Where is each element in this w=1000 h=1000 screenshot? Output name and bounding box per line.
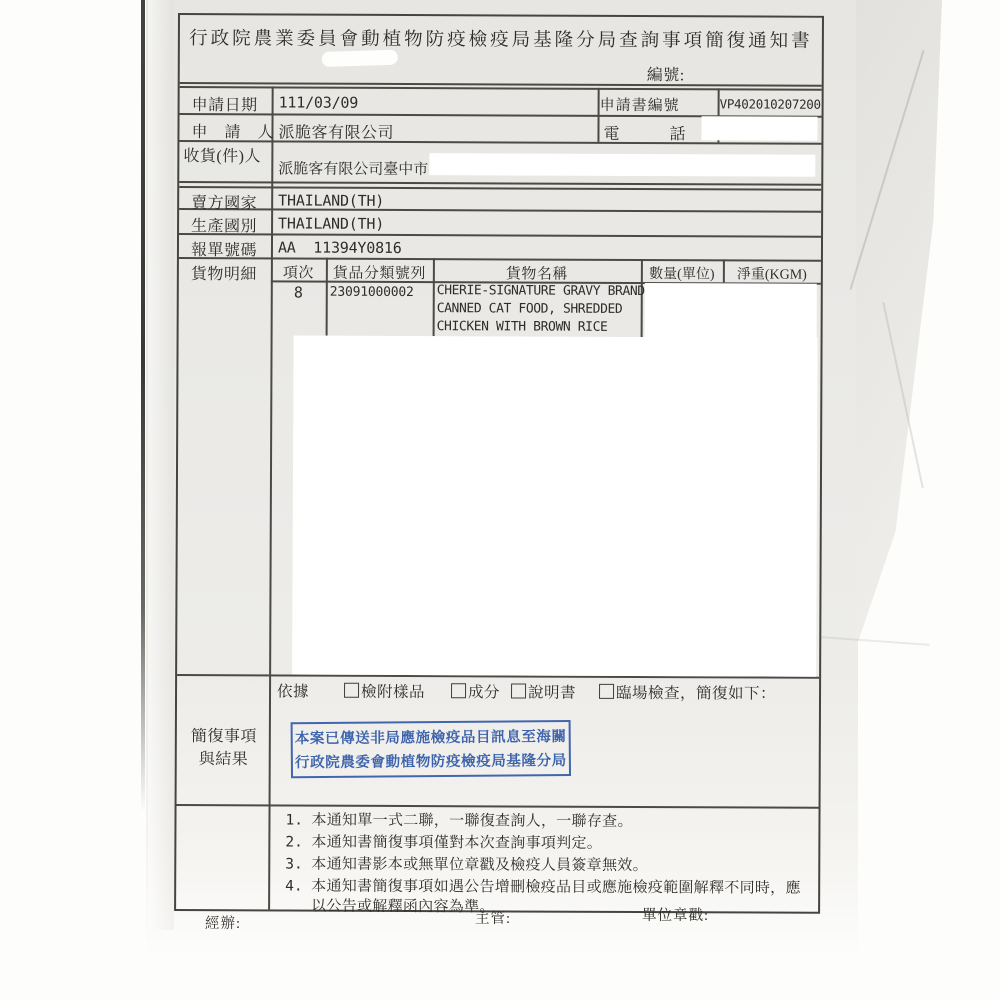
- basis-item-sample: 檢附樣品: [361, 683, 426, 702]
- goods-row-item-no: 8: [293, 283, 303, 302]
- stamp-text-line2: 行政院農委會動植物防疫檢疫局基隆分局: [294, 753, 567, 772]
- note-4-text: 本通知書簡復事項如遇公告增刪檢疫品目或應施檢疫範圍解釋不同時，應: [311, 878, 801, 897]
- unit-seal-label: 單位章戳:: [642, 908, 710, 924]
- production-country-value: THAILAND(TH): [278, 214, 385, 233]
- form-title: 行政院農業委員會動植物防疫檢疫局基隆分局查詢事項簡復通知書: [189, 29, 813, 52]
- office-stamp: [291, 720, 571, 778]
- basis-item-ingredient: 成分: [467, 684, 501, 702]
- reply-label-line1: 簡復事項: [190, 728, 257, 746]
- paper-left-shading: [148, 0, 174, 930]
- scan-edge-shadow: [141, 0, 145, 812]
- redaction-address: [429, 153, 815, 177]
- rule: [179, 140, 821, 144]
- col-header-code: 貨品分類號列: [332, 265, 426, 283]
- seller-country-value: THAILAND(TH): [278, 191, 385, 210]
- form-table: [174, 13, 824, 914]
- goods-detail-label: 貨物明細: [190, 266, 257, 284]
- note-4-continued: [311, 895, 495, 917]
- col-header-weight: 淨重(KGM): [736, 267, 807, 283]
- whiteout-smudge: [322, 50, 398, 67]
- declaration-no-label: 報單號碼: [190, 242, 258, 260]
- serial-label: 編號:: [646, 67, 685, 85]
- rule: [179, 208, 821, 212]
- app-no-value: VP402010207200: [719, 96, 821, 112]
- declaration-no-value: AA 11394Y0816: [277, 238, 402, 257]
- note-1-number: 1.: [285, 812, 303, 829]
- note-3-number: 3.: [285, 856, 303, 873]
- production-country-label: 生產國別: [191, 218, 258, 236]
- checkbox-icon-sample: [344, 683, 359, 698]
- goods-row-name-line1: CHERIE-SIGNATURE GRAVY BRAND: [436, 283, 645, 300]
- consignee-value: 派脆客有限公司臺中市: [278, 161, 429, 179]
- applicant-label: 申 請 人: [191, 124, 275, 142]
- redaction-body: [292, 336, 817, 677]
- goods-row-name-line2: CANNED CAT FOOD, SHREDDED: [436, 301, 623, 317]
- note-3-text: 本通知書影本或無單位章戳及檢疫人員簽章無效。: [311, 856, 648, 875]
- rule: [177, 804, 819, 808]
- rule: [179, 233, 821, 237]
- note-1-text: 本通知單一式二聯，一聯復查詢人，一聯存查。: [311, 812, 633, 830]
- reply-label-line2: 與結果: [198, 751, 249, 769]
- note-4-number: 4.: [285, 878, 303, 895]
- note-1: [285, 808, 632, 831]
- paper-right-edge: [856, 0, 942, 648]
- rule: [179, 181, 821, 185]
- redaction-quantity: [645, 283, 817, 340]
- note-2-number: 2.: [285, 834, 303, 851]
- col-header-item-no: 項次: [282, 265, 314, 282]
- seller-country-label: 賣方國家: [191, 195, 258, 213]
- goods-row-code: 23091000002: [329, 284, 414, 301]
- redaction-phone: [701, 116, 817, 141]
- col-header-name: 貨物名稱: [505, 266, 568, 283]
- checkbox-icon-ingredient: [451, 683, 466, 698]
- basis-item-onsite: 臨場檢查，簡復如下：: [615, 684, 777, 703]
- note-3: [285, 852, 648, 875]
- supervisor-label: 主管:: [475, 911, 512, 927]
- applicant-value: 派脆客有限公司: [278, 124, 395, 142]
- note-4-text-line2: 以公告或解釋函內容為準。: [311, 898, 495, 916]
- phone-label: 電 話: [603, 125, 687, 144]
- checkbox-icon-manual: [511, 683, 526, 698]
- stamp-text-line1: 本案已傳送非局應施檢疫品目訊息至海關: [294, 729, 567, 748]
- checkbox-icon-onsite: [599, 684, 614, 699]
- rule: [180, 86, 822, 90]
- note-2: [285, 830, 602, 852]
- apply-date-value: 111/03/09: [278, 93, 359, 112]
- consignee-label: 收貨(件)人: [183, 148, 262, 166]
- handler-label: 經辦:: [205, 916, 242, 932]
- app-no-label: 申請書編號: [599, 97, 680, 115]
- basis-item-manual: 說明書: [527, 684, 577, 702]
- basis-label: 依據: [277, 683, 310, 701]
- goods-row-name-line3: CHICKEN WITH BROWN RICE: [436, 319, 608, 335]
- rule: [179, 186, 821, 190]
- col-header-qty: 數量(單位): [649, 267, 715, 283]
- apply-date-label: 申請日期: [191, 97, 258, 115]
- note-2-text: 本通知書簡復事項僅對本次查詢事項判定。: [311, 834, 603, 852]
